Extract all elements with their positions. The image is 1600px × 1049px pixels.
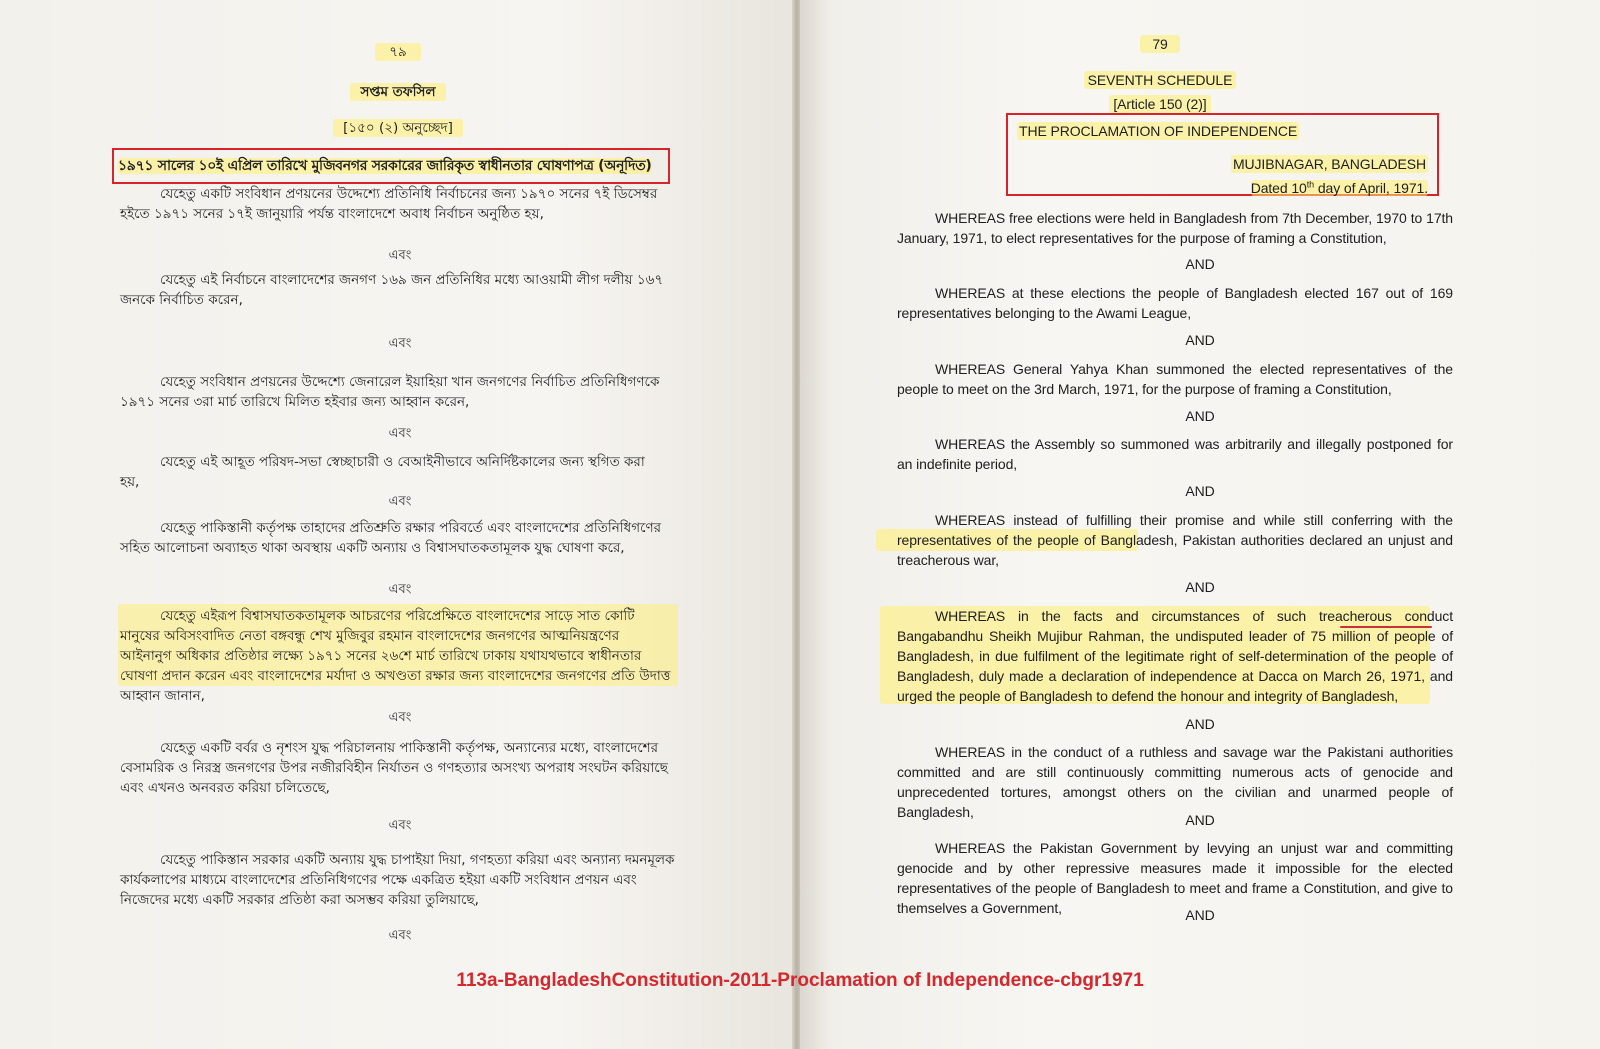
left-paragraph-8: যেহেতু পাকিস্তান সরকার একটি অন্যায় যুদ্ধ চাপাইয়া দিয়া, গণহত্যা করিয়া এবং অন্যান্য দমনমূলক কার্যকলাপের মাধ্যমে বাংলাদেশের প্রতিনিধিগণের পক্ষে একত্রিত হইয়া একটি সংবিধান প্রণয়ন এবং নিজেদের মধ্যে একটি সরকার প্রতিষ্ঠা করা অসম্ভব করিয়া তুলিয়াছে, [120,852,675,908]
left-schedule-title: সপ্তম তফসিল [350,83,445,101]
right-and-4: AND [1185,483,1215,499]
left-paragraph-2: যেহেতু এই নির্বাচনে বাংলাদেশের জনগণ ১৬৯ জন প্রতিনিধির মধ্যে আওয়ামী লীগ দলীয় ১৬৭ জনকে নির্বাচিত করেন, [120,272,664,308]
left-paragraph-5: যেহেতু পাকিস্তানী কর্তৃপক্ষ তাহাদের প্রতিশ্রুতি রক্ষার পরিবর্তে এবং বাংলাদেশের প্রতিনিধিগণের সহিত আলোচনা অব্যাহত থাকা অবস্থায় একটি অন্যায় ও বিশ্বাসঘাতকতামূলক যুদ্ধ ঘোষণা করে, [120,520,662,556]
right-date-prefix: Dated 10 [1250,179,1307,196]
right-and-7: AND [1185,812,1215,828]
right-boxed-title: THE PROCLAMATION OF INDEPENDENCE [1019,123,1298,139]
left-paragraph-7: যেহেতু একটি বর্বর ও নৃশংস যুদ্ধ পরিচালনায় পাকিস্তানী কর্তৃপক্ষ, অন্যান্যের মধ্যে, বাংলাদেশের বেসামরিক ও নিরস্ত্র জনগণের উপর নজীরবিহীন নির্যাতন ও গণহত্যার অসংখ্য অপরাধ সংঘটন করিয়াছে এবং এখনও অনবরত করিয়া চলিতেছে, [120,740,668,796]
left-paragraph-4: যেহেতু এই আহূত পরিষদ-সভা স্বেচ্ছাচারী ও বেআইনীভাবে অনির্দিষ্টকালের জন্য স্থগিত করা হয়, [120,454,645,490]
left-page-number: ৭৯ [375,43,421,61]
left-paragraph-1: যেহেতু একটি সংবিধান প্রণয়নের উদ্দেশ্যে প্রতিনিধি নির্বাচনের জন্য ১৯৭০ সনের ৭ই ডিসেম্বর হইতে ১৯৭১ সনের ১৭ই জানুয়ারি পর্যন্ত বাংলাদেশে অবাধ নির্বাচন অনুষ্ঠিত হয়, [120,186,658,222]
left-page-bengali [0,0,796,1049]
right-and-3: AND [1185,408,1215,424]
right-page-number: 79 [1140,35,1179,53]
right-paragraph-2: WHEREAS at these elections the people of Bangladesh elected 167 out of 169 representatives belonging to the Awami League, [897,285,1453,321]
left-and-2: এবং [388,336,412,351]
left-and-4: এবং [388,494,412,509]
right-paragraph-3: WHEREAS General Yahya Khan summoned the elected representatives of the people to meet on the 3rd March, 1971, for the purpose of framing a Constitution, [897,361,1453,397]
right-paragraph-6: WHEREAS in the facts and circumstances of such treacherous conduct Bangabandhu Sheikh Mujibur Rahman, the undisputed leader of 75 million of people of Bangladesh, in due fulfilment of the legitimate right of self-determination of the people of Bangladesh, duly made a declaration of independence at Dacca on March 26, 1971, and urged the people of Bangladesh to defend the honour and integrity of Bangladesh, [897,608,1453,704]
right-and-5: AND [1185,579,1215,595]
right-paragraph-7: WHEREAS in the conduct of a ruthless and savage war the Pakistani authorities committed and are still continuously committing numerous acts of genocide and unprecedented tortures, amongst others on the civilian and unarmed people of Bangladesh, [897,744,1453,820]
right-and-6: AND [1185,716,1215,732]
right-place: MUJIBNAGAR, BANGLADESH [1232,156,1426,172]
right-and-8: AND [1185,907,1215,923]
right-schedule-title: SEVENTH SCHEDULE [1084,71,1237,89]
left-paragraph-6: যেহেতু এইরূপ বিশ্বাসঘাতকতামূলক আচরণের পরিপ্রেক্ষিতে বাংলাদেশের সাড়ে সাত কোটি মানুষের অবিসংবাদিত নেতা বঙ্গবন্ধু শেখ মুজিবুর রহমান বাংলাদেশের জনগণের আত্মনিয়ন্ত্রণের আইনানুগ অধিকার প্রতিষ্ঠার লক্ষ্যে ১৯৭১ সনের ২৬শে মার্চ তারিখে ঢাকায় যথাযথভাবে স্বাধীনতার ঘোষণা প্রদান করেন এবং বাংলাদেশের মর্যাদা ও অখণ্ডতা রক্ষার জন্য বাংলাদেশের জনগণের প্রতি উদাত্ত আহ্বান জানান, [120,608,671,704]
right-paragraph-1: WHEREAS free elections were held in Bangladesh from 7th December, 1970 to 17th January, 1971, to elect representatives for the purpose of framing a Constitution, [897,210,1453,246]
left-and-6: এবং [388,710,412,725]
right-date-sup: th [1306,179,1315,189]
right-and-1: AND [1185,256,1215,272]
left-paragraph-3: যেহেতু সংবিধান প্রণয়নের উদ্দেশ্যে জেনারেল ইয়াহিয়া খান জনগণের নির্বাচিত প্রতিনিধিগণকে ১৯৭১ সনের ৩রা মার্চ তারিখে মিলিত হইবার জন্য আহ্বান করেন, [120,374,660,410]
left-and-3: এবং [388,426,412,441]
left-and-8: এবং [388,928,412,943]
left-and-7: এবং [388,818,412,833]
right-paragraph-4: WHEREAS the Assembly so summoned was arbitrarily and illegally postponed for an indefinite period, [897,436,1453,472]
left-article-ref: [১৫০ (২) অনুচ্ছেদ] [333,119,463,137]
right-date-line [1230,174,1428,198]
left-and-1: এবং [388,248,412,263]
right-date-suffix: day of April, 1971. [1314,179,1428,196]
image-caption: 113a-BangladeshConstitution-2011-Proclamation of Independence-cbgr1971 [456,970,1144,991]
right-paragraph-5: WHEREAS instead of fulfilling their promise and while still conferring with the representatives of the people of Bangladesh, Pakistan authorities declared an unjust and treacherous war, [897,512,1453,568]
right-paragraph-8: WHEREAS the Pakistan Government by levying an unjust war and committing genocide and by other repressive measures made it impossible for the elected representatives of the people of Bangladesh to meet and frame a Constitution, and give to themselves a Government, [897,840,1453,916]
right-article-ref: [Article 150 (2)] [1109,95,1210,113]
right-and-2: AND [1185,332,1215,348]
left-and-5: এবং [388,582,412,597]
left-boxed-title: ১৯৭১ সালের ১০ই এপ্রিল তারিখে মুজিবনগর সরকারের জারিকৃত স্বাধীনতার ঘোষণাপত্র (অনূদিত) [118,158,652,174]
